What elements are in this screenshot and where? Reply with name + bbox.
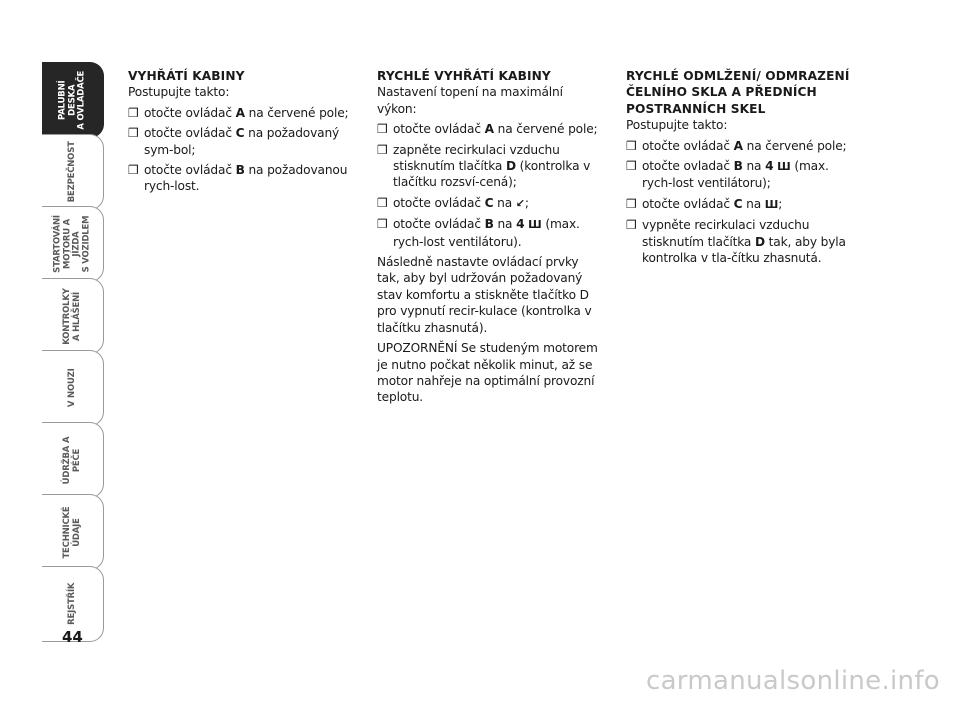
intro-text: Nastavení topení na maximální výkon: (377, 85, 563, 116)
section-heading: RYCHLÉ VYHŘÁTÍ KABINY (377, 69, 551, 83)
tab-bezpecnost[interactable] (42, 134, 104, 210)
tab-startovani[interactable] (42, 206, 104, 282)
section-quick-heating (377, 68, 603, 410)
list-item: ❒ otočte ovládač B na 4 Ш (max. rych-lost ventilátoru). (377, 216, 603, 250)
section-heading: RYCHLÉ ODMLŽENÍ/ ODMRAZENÍ ČELNÍHO SKLA A PŘEDNÍCH POSTRANNÍCH SKEL (626, 69, 850, 116)
page-number: 44 (62, 628, 83, 646)
intro-text: Postupujte takto: (626, 118, 728, 133)
steps-list (128, 105, 354, 195)
list-item: ❒ otočte ovládač C na požadovaný sym-bol; (128, 125, 354, 158)
list-item: ❒ otočte ovládač C na Ш; (626, 196, 852, 213)
warning-paragraph: UPOZORNĚNÍ Se studeným motorem je nutno počkat několik minut, až se motor nahřeje na optimální provozní teplotu. (377, 341, 598, 405)
feet-airflow-icon: ↙ (515, 196, 525, 210)
watermark: carmanualsonline.info (645, 666, 940, 696)
section-heading: VYHŘÁTÍ KABINY (128, 69, 245, 83)
paragraph: Následně nastavte ovládací prvky tak, aby byl udržován požadovaný stav komfortu a stiskněte tlačítko D pro vypnutí recir-kulace (kontrolka v tlačítku zhasnutá). (377, 255, 592, 335)
list-item: ❒ otočte ovládač B na požadovanou rych-lost. (128, 162, 354, 195)
intro-text: Postupujte takto: (128, 85, 230, 100)
list-item: ❒ zapněte recirkulaci vzduchu stisknutím tlačítka D (kontrolka v tlačítku rozsví-cená); (377, 142, 603, 191)
steps-list (626, 138, 852, 267)
steps-list (377, 121, 603, 250)
list-item: ❒ otočte ovládač A na červené pole; (626, 138, 852, 154)
fan-max-icon: Ш (777, 160, 791, 174)
tab-v-nouzi[interactable] (42, 350, 104, 426)
section-cabin-heating (128, 68, 354, 199)
tab-technicke-udaje[interactable] (42, 494, 104, 570)
list-item: ❒ otočte ovládač A na červené pole; (128, 105, 354, 121)
tab-udrzba[interactable] (42, 422, 104, 498)
tab-label: STARTOVÁNÍ MOTORU A JÍZDA S VOZIDLEM (52, 215, 91, 273)
tab-palubni-deska[interactable] (42, 62, 104, 138)
tab-label: ÚDRŽBA A PÉČE (62, 436, 82, 484)
list-item: ❒ vypněte recirkulaci vzduchu stisknutím tlačítka D tak, aby byla kontrolka v tla-čítku zhasnutá. (626, 217, 852, 266)
tab-label: TECHNICKÉ ÚDAJE (62, 505, 82, 559)
tab-kontrolky[interactable] (42, 278, 104, 354)
tab-label: V NOUZI (66, 368, 77, 408)
tab-label: KONTROLKY A HLÁŠENÍ (62, 287, 82, 345)
section-quick-defrost (626, 68, 852, 270)
windshield-defrost-icon: Ш (764, 197, 779, 211)
list-item: ❒ otočte ovládač C na ↙; (377, 195, 603, 212)
tab-label: REJSTŘÍK (66, 582, 77, 626)
list-item: ❒ otočte ovládač A na červené pole; (377, 121, 603, 137)
fan-max-icon: Ш (528, 218, 542, 232)
tab-label: BEZPEČNOST (66, 141, 77, 203)
list-item: ❒ otočte ovladač B na 4 Ш (max. rych-lost ventilátoru); (626, 158, 852, 192)
tab-label: PALUBNÍ DESKA A OVLADAČE (57, 70, 87, 130)
